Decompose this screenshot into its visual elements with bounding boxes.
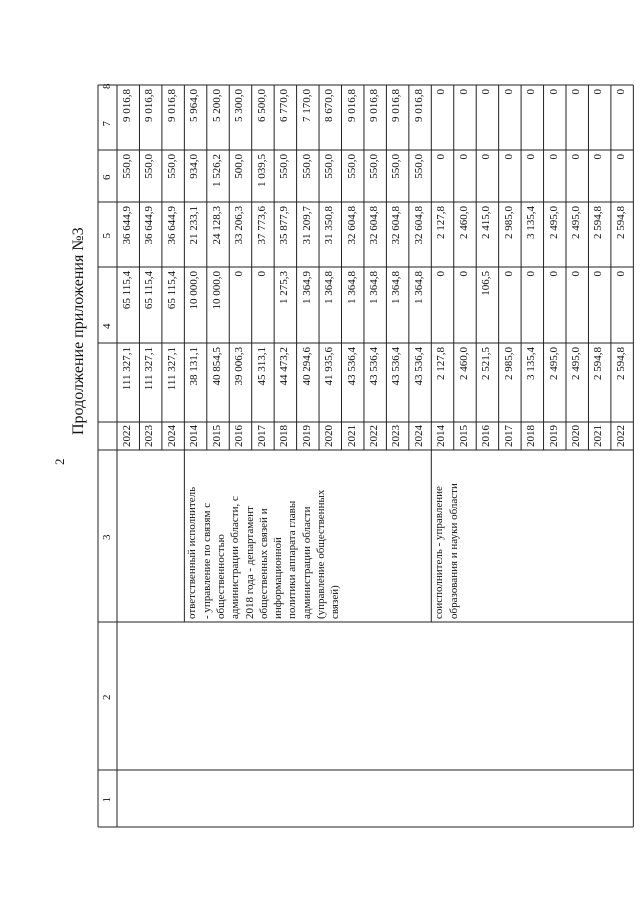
- table-cell-value: 550,0: [121, 154, 133, 179]
- table-cell-value: 0: [570, 154, 582, 160]
- table-cell-year: 2021: [345, 425, 358, 447]
- table-cell-value: 1 039,5: [255, 154, 268, 187]
- table-cell-value: 1 275,3: [278, 271, 291, 304]
- table-cell-value: 40 854,5: [210, 347, 223, 386]
- table-cell-value: 9 016,8: [367, 89, 380, 122]
- executor-text-line: общественных связей и: [257, 508, 270, 619]
- table-cell-value: 550,0: [367, 154, 380, 179]
- executor-text-line: информационной: [272, 537, 285, 619]
- column-header: 1: [101, 797, 113, 803]
- table-cell-value: 0: [502, 89, 515, 95]
- table-cell-value: 6 770,0: [278, 89, 291, 122]
- table-cell-value: 32 604,8: [390, 206, 403, 245]
- table-cell-value: 5 964,0: [188, 89, 201, 122]
- table-cell-value: 2 594,8: [614, 206, 627, 239]
- table-cell-year: 2015: [457, 425, 470, 447]
- table-cell-value: 0: [502, 154, 515, 160]
- table-cell-value: 10 000,0: [210, 271, 223, 310]
- table-cell-year: 2015: [210, 425, 223, 447]
- table-cell-year: 2023: [143, 425, 156, 447]
- table-cell-value: 36 644,9: [121, 206, 133, 245]
- table-cell-value: 44 473,2: [278, 347, 291, 386]
- table-cell-value: 0: [547, 271, 560, 277]
- table-cell-value: 2 594,8: [614, 347, 627, 380]
- table-cell-value: 65 115,4: [165, 271, 178, 310]
- column-header: 6: [101, 174, 113, 180]
- table-cell-value: 550,0: [390, 154, 403, 179]
- table-cell-value: 0: [614, 271, 627, 277]
- table-cell-year: 2024: [412, 425, 425, 447]
- table-cell-value: 2 985,0: [502, 347, 515, 380]
- table-cell-year: 2023: [390, 425, 403, 447]
- table-cell-value: 106,5: [480, 271, 493, 296]
- table-cell-value: 9 016,8: [143, 89, 156, 122]
- table-cell-value: 2 985,0: [502, 206, 515, 239]
- table-cell-value: 2 127,8: [435, 206, 448, 239]
- table-cell-value: 0: [233, 271, 246, 277]
- table-cell-value: 9 016,8: [121, 89, 133, 122]
- executor-text-line: (управление общественных: [315, 489, 328, 619]
- table-cell-value: 65 115,4: [121, 271, 133, 310]
- executor-text-line: политики аппарата главы: [286, 500, 299, 619]
- table-cell-value: 1 526,2: [210, 154, 223, 187]
- table-cell-value: 2 594,8: [592, 347, 605, 380]
- table-cell-value: 111 327,1: [143, 347, 156, 391]
- table-cell-value: 8 670,0: [323, 89, 336, 122]
- column-header: 5: [101, 233, 113, 239]
- table-cell-value: 5 200,0: [210, 89, 223, 122]
- executor-text-line: администрации области: [300, 506, 313, 619]
- table-cell-year: 2014: [435, 425, 448, 447]
- table-cell-value: 9 016,8: [345, 89, 358, 122]
- table-cell-value: 550,0: [165, 154, 178, 179]
- table-cell-value: 550,0: [143, 154, 156, 179]
- table-cell-value: 0: [435, 154, 448, 160]
- executor-text-line: связей): [329, 585, 342, 619]
- table-cell-year: 2018: [525, 425, 538, 447]
- table-cell-value: 43 536,4: [390, 347, 403, 386]
- table-cell-value: 41 935,6: [323, 347, 336, 386]
- table-cell-value: 21 233,1: [188, 206, 201, 245]
- table-cell-value: 0: [435, 271, 448, 277]
- table-cell-year: 2020: [323, 425, 336, 447]
- table-cell-value: 0: [570, 271, 582, 277]
- table-cell-year: 2022: [614, 425, 627, 447]
- table-cell-value: 1 364,9: [300, 271, 313, 304]
- table-cell-value: 43 536,4: [345, 347, 358, 386]
- executor-text-line: 2018 года - департамент: [243, 506, 256, 619]
- table-cell-value: 0: [255, 271, 268, 277]
- table-cell-value: 32 604,8: [367, 206, 380, 245]
- table-cell-value: 10 000,0: [188, 271, 201, 310]
- table-cell-value: 111 327,1: [165, 347, 178, 391]
- table-cell-value: 2 495,0: [570, 206, 582, 239]
- table-cell-value: 2 495,0: [547, 206, 560, 239]
- table-cell-value: 9 016,8: [412, 89, 425, 122]
- table-cell-value: 0: [525, 271, 538, 277]
- table-cell-value: 934,0: [188, 154, 201, 179]
- table-cell-year: 2016: [480, 425, 493, 447]
- table-cell-value: 0: [570, 89, 582, 95]
- table-cell-value: 2 495,0: [547, 347, 560, 380]
- table-cell-value: 9 016,8: [390, 89, 403, 122]
- table-cell-value: 0: [435, 89, 448, 95]
- table-cell-value: 5 300,0: [233, 89, 246, 122]
- table-cell-year: 2014: [188, 425, 201, 447]
- table-cell-value: 39 006,3: [233, 347, 246, 386]
- table-cell-year: 2017: [502, 425, 515, 447]
- table-cell-value: 0: [547, 89, 560, 95]
- table-cell-value: 0: [457, 271, 470, 277]
- column-header: 4: [101, 323, 113, 329]
- table-cell-value: 0: [614, 154, 627, 160]
- page-number: 2: [52, 458, 67, 465]
- table-cell-value: 2 521,5: [480, 347, 493, 380]
- table-cell-value: 0: [525, 89, 538, 95]
- table-cell-year: 2016: [233, 425, 246, 447]
- table-cell-value: 3 135,4: [525, 206, 538, 239]
- table-cell-value: 3 135,4: [525, 347, 538, 380]
- table-cell-value: 1 364,8: [323, 271, 336, 304]
- executor-text-line: администрации области, с: [229, 496, 242, 619]
- table-cell-value: 550,0: [412, 154, 425, 179]
- table-cell-value: 43 536,4: [412, 347, 425, 386]
- executor-text-line: общественностью: [214, 534, 227, 619]
- table-cell-year: 2022: [121, 425, 133, 447]
- table-cell-year: 2019: [300, 425, 313, 447]
- table-cell-value: 32 604,8: [412, 206, 425, 245]
- table-cell-value: 1 364,8: [390, 271, 403, 304]
- table-cell-value: 1 364,8: [345, 271, 358, 304]
- table-cell-year: 2022: [367, 425, 380, 447]
- table-cell-value: 1 364,8: [412, 271, 425, 304]
- table-cell-value: 0: [480, 89, 493, 95]
- table-cell-value: 65 115,4: [143, 271, 156, 310]
- table-cell-value: 6 500,0: [255, 89, 268, 122]
- document-title: Продолжение приложения №3: [70, 227, 87, 435]
- table-cell-value: 0: [480, 154, 493, 160]
- column-header: 2: [101, 694, 113, 700]
- table-cell-value: 33 206,3: [233, 206, 246, 245]
- executor-text-line: ответственный исполнитель: [186, 486, 199, 619]
- table-cell-value: 550,0: [323, 154, 336, 179]
- table-cell-value: 9 016,8: [165, 89, 178, 122]
- table-cell-value: 31 350,8: [323, 206, 336, 245]
- table-cell-value: 31 209,7: [300, 206, 313, 245]
- table-cell-value: 111 327,1: [121, 347, 133, 391]
- table-cell-year: 2021: [592, 425, 605, 447]
- table-cell-value: 2 127,8: [435, 347, 448, 380]
- table-cell-value: 45 313,1: [255, 347, 268, 386]
- table-cell-value: 500,0: [233, 154, 246, 179]
- table-cell-value: 550,0: [278, 154, 291, 179]
- table-cell-value: 0: [547, 154, 560, 160]
- table-cell-value: 24 128,3: [210, 206, 223, 245]
- table-cell-value: 32 604,8: [345, 206, 358, 245]
- table-cell-value: 0: [502, 271, 515, 277]
- table-cell-value: 0: [592, 271, 605, 277]
- table-cell-value: 2 460,0: [457, 347, 470, 380]
- table-cell-year: 2017: [255, 425, 268, 447]
- table-cell-value: 2 415,0: [480, 206, 493, 239]
- table-cell-value: 2 495,0: [570, 347, 582, 380]
- executor-text-line: - управление по связям с: [200, 502, 213, 619]
- table-cell-value: 37 773,6: [255, 206, 268, 245]
- column-header: 7: [101, 121, 113, 127]
- table-cell-value: 36 644,9: [165, 206, 178, 245]
- table-cell-value: 38 131,1: [188, 347, 201, 386]
- table-cell-value: 1 364,8: [367, 271, 380, 304]
- executor-text-line: соисполнитель - управление: [433, 486, 446, 619]
- table-cell-value: 550,0: [300, 154, 313, 179]
- column-header: 3: [101, 534, 113, 540]
- table-cell-value: 43 536,4: [367, 347, 380, 386]
- table-cell-year: 2019: [547, 425, 560, 447]
- table-cell-year: 2018: [278, 425, 291, 447]
- table-cell-value: 2 460,0: [457, 206, 470, 239]
- table-cell-value: 0: [614, 89, 627, 95]
- table-cell-value: 35 877,9: [278, 206, 291, 245]
- table-cell-year: 2020: [570, 425, 582, 447]
- table-cell-value: 550,0: [345, 154, 358, 179]
- table-cell-value: 0: [592, 154, 605, 160]
- table-cell-value: 36 644,9: [143, 206, 156, 245]
- table-cell-value: 7 170,0: [300, 89, 313, 122]
- table-cell-value: 0: [525, 154, 538, 160]
- table-cell-value: 40 294,6: [300, 347, 313, 386]
- table-cell-value: 0: [457, 89, 470, 95]
- column-header: 8: [101, 83, 113, 89]
- table-cell-year: 2024: [165, 425, 178, 447]
- table-cell-value: 0: [457, 154, 470, 160]
- executor-text-line: образования и науки области: [447, 483, 460, 619]
- table-cell-value: 0: [592, 89, 605, 95]
- table-cell-value: 2 594,8: [592, 206, 605, 239]
